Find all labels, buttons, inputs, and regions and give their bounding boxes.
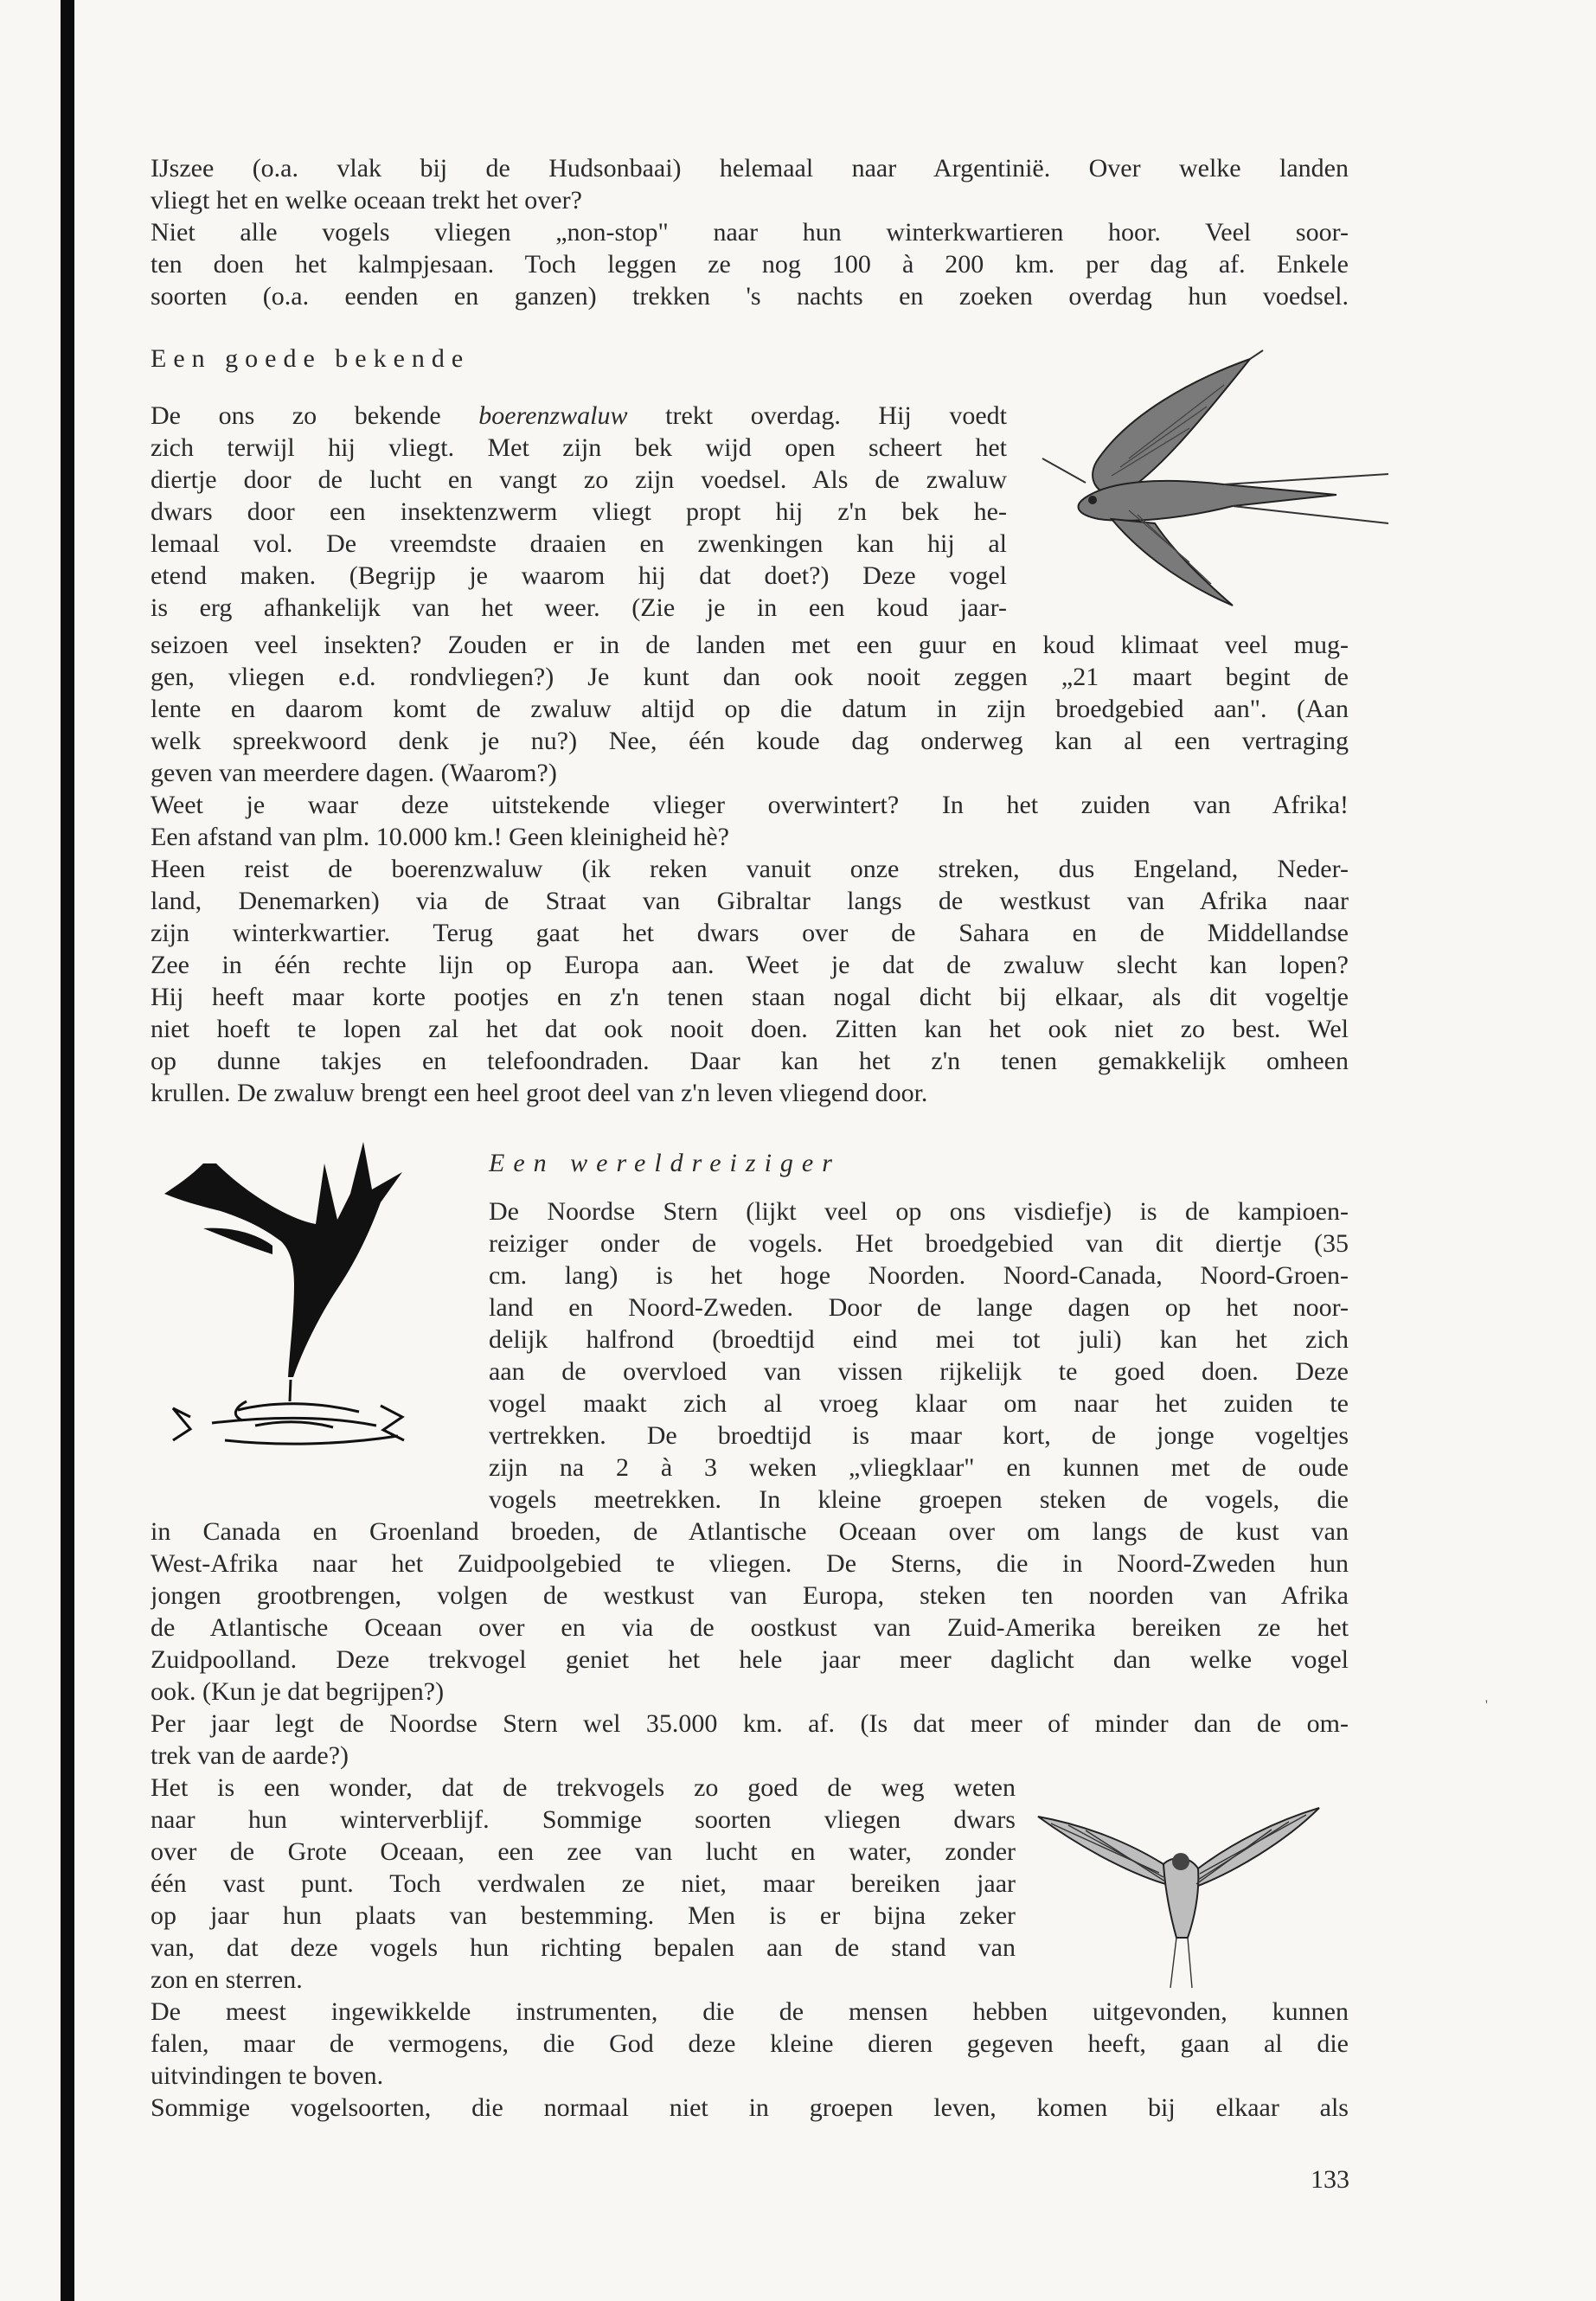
text-line: etend maken. (Begrijp je waarom hij dat doet?) Deze vogel [151, 561, 1007, 590]
text-line: Per jaar legt de Noordse Stern wel 35.000 km. af. (Is dat meer of minder dan de om- [151, 1709, 1349, 1738]
bird-name-boerenzwaluw: boerenzwaluw [478, 401, 628, 430]
diving-tern-illustration [151, 1142, 471, 1488]
text-line: vliegt het en welke oceaan trekt het over? [151, 186, 582, 215]
text-line: is erg afhankelijk van het weer. (Zie je in een koud jaar- [151, 593, 1007, 622]
text-line: de Atlantische Oceaan over en via de oostkust van Zuid-Amerika bereiken ze het [151, 1613, 1349, 1642]
text-line: gen, vliegen e.d. rondvliegen?) Je kunt dan ook nooit zeggen „21 maart begint de [151, 663, 1349, 691]
text-line: delijk halfrond (broedtijd eind mei tot juli) kan het zich [489, 1325, 1349, 1354]
text-line: Weet je waar deze uitstekende vlieger overwintert? In het zuiden van Afrika! [151, 791, 1349, 819]
text-line: Sommige vogelsoorten, die normaal niet in groepen leven, komen bij elkaar als [151, 2093, 1349, 2122]
margin-mark: ' [1485, 1698, 1488, 1713]
text-line: cm. lang) is het hoge Noorden. Noord-Canada, Noord-Groen- [489, 1261, 1349, 1290]
text-line: soorten (o.a. eenden en ganzen) trekken 's nachts en zoeken overdag hun voedsel. [151, 282, 1349, 311]
text-line: Heen reist de boerenzwaluw (ik reken vanuit onze streken, dus Engeland, Neder- [151, 855, 1349, 883]
text-line: De ons zo bekende boerenzwaluw trekt overdag. Hij voedt [151, 401, 1007, 430]
text-line: jongen grootbrengen, volgen de westkust van Europa, steken ten noorden van Afrika [151, 1581, 1349, 1610]
text-line: Zee in één rechte lijn op Europa aan. Weet je dat de zwaluw slecht kan lopen? [151, 951, 1349, 979]
text-line: op jaar hun plaats van bestemming. Men is er bijna zeker [151, 1901, 1016, 1930]
text-line: land en Noord-Zweden. Door de lange dagen op het noor- [489, 1293, 1349, 1322]
text-line: Hij heeft maar korte pootjes en z'n tenen staan nogal dicht bij elkaar, als dit vogeltje [151, 983, 1349, 1011]
text-line: dwars door een insektenzwerm vliegt propt hij z'n bek he- [151, 497, 1007, 526]
page-binding-edge [61, 0, 74, 2301]
text-line: trek van de aarde?) [151, 1741, 349, 1770]
text-line: lente en daarom komt de zwaluw altijd op die datum in zijn broedgebied aan". (Aan [151, 695, 1349, 723]
text-line: niet hoeft te lopen zal het dat ook nooit doen. Zitten kan het ook niet zo best. Wel [151, 1015, 1349, 1043]
text-line: vogel maakt zich al vroeg klaar om naar het zuiden te [489, 1389, 1349, 1418]
text-line: De meest ingewikkelde instrumenten, die de mensen hebben uitgevonden, kunnen [151, 1997, 1349, 2026]
text-line: Een afstand van plm. 10.000 km.! Geen kleinigheid hè? [151, 823, 729, 851]
text-line: IJszee (o.a. vlak bij de Hudsonbaai) helemaal naar Argentinië. Over welke landen [151, 154, 1349, 183]
page-number: 133 [1311, 2165, 1349, 2194]
text-line: Niet alle vogels vliegen „non-stop" naar hun winterkwartieren hoor. Veel soor- [151, 218, 1349, 247]
text-line: vertrekken. De broedtijd is maar kort, de jonge vogeltjes [489, 1421, 1349, 1450]
text-line: van, dat deze vogels hun richting bepalen aan de stand van [151, 1933, 1016, 1962]
text-line: op dunne takjes en telefoondraden. Daar kan het z'n tenen gemakkelijk omheen [151, 1047, 1349, 1075]
text-line: lemaal vol. De vreemdste draaien en zwenkingen kan hij al [151, 529, 1007, 558]
text-line: aan de overvloed van vissen rijkelijk te goed doen. Deze [489, 1357, 1349, 1386]
text-line: krullen. De zwaluw brengt een heel groot deel van z'n leven vliegend door. [151, 1079, 928, 1107]
text-line: vogels meetrekken. In kleine groepen steken de vogels, die [489, 1485, 1349, 1514]
text-line: geven van meerdere dagen. (Waarom?) [151, 759, 557, 787]
text-line: ook. (Kun je dat begrijpen?) [151, 1677, 445, 1706]
text-line: naar hun winterverblijf. Sommige soorten vliegen dwars [151, 1805, 1016, 1834]
text-line: reiziger onder de vogels. Het broedgebied van dit diertje (35 [489, 1229, 1349, 1258]
flying-swallow-illustration [1034, 1791, 1328, 1990]
text-line: één vast punt. Toch verdwalen ze niet, maar bereiken jaar [151, 1869, 1016, 1898]
text-line: Het is een wonder, dat de trekvogels zo goed de weg weten [151, 1773, 1016, 1802]
text-line: diertje door de lucht en vangt zo zijn voedsel. Als de zwaluw [151, 465, 1007, 494]
text-line: ten doen het kalmpjesaan. Toch leggen ze nog 100 à 200 km. per dag af. Enkele [151, 250, 1349, 279]
section-heading-een-goede-bekende: Een goede bekende [151, 344, 471, 373]
text-line: seizoen veel insekten? Zouden er in de landen met een guur en koud klimaat veel mug- [151, 631, 1349, 659]
text-line: in Canada en Groenland broeden, de Atlantische Oceaan over om langs de kust van [151, 1517, 1349, 1546]
text-line: De Noordse Stern (lijkt veel op ons visdiefje) is de kampioen- [489, 1197, 1349, 1226]
text-line: falen, maar de vermogens, die God deze kleine dieren gegeven heeft, gaan al die [151, 2029, 1349, 2058]
swallow-illustration [1025, 346, 1397, 614]
text-line: zijn na 2 à 3 weken „vliegklaar" en kunnen met de oude [489, 1453, 1349, 1482]
text-line: zon en sterren. [151, 1965, 303, 1994]
text-line: welk spreekwoord denk je nu?) Nee, één koude dag onderweg kan al een vertraging [151, 727, 1349, 755]
text-line: zich terwijl hij vliegt. Met zijn bek wijd open scheert het [151, 433, 1007, 462]
section-heading-een-wereldreiziger: Een wereldreiziger [489, 1149, 841, 1177]
text-line: land, Denemarken) via de Straat van Gibraltar langs de westkust van Afrika naar [151, 887, 1349, 915]
text-line: Zuidpoolland. Deze trekvogel geniet het hele jaar meer daglicht dan welke vogel [151, 1645, 1349, 1674]
text-line: zijn winterkwartier. Terug gaat het dwars over de Sahara en de Middellandse [151, 919, 1349, 947]
text-line: West-Afrika naar het Zuidpoolgebied te vliegen. De Sterns, die in Noord-Zweden hun [151, 1549, 1349, 1578]
text-line: uitvindingen te boven. [151, 2061, 384, 2090]
text-line: over de Grote Oceaan, een zee van lucht en water, zonder [151, 1837, 1016, 1866]
